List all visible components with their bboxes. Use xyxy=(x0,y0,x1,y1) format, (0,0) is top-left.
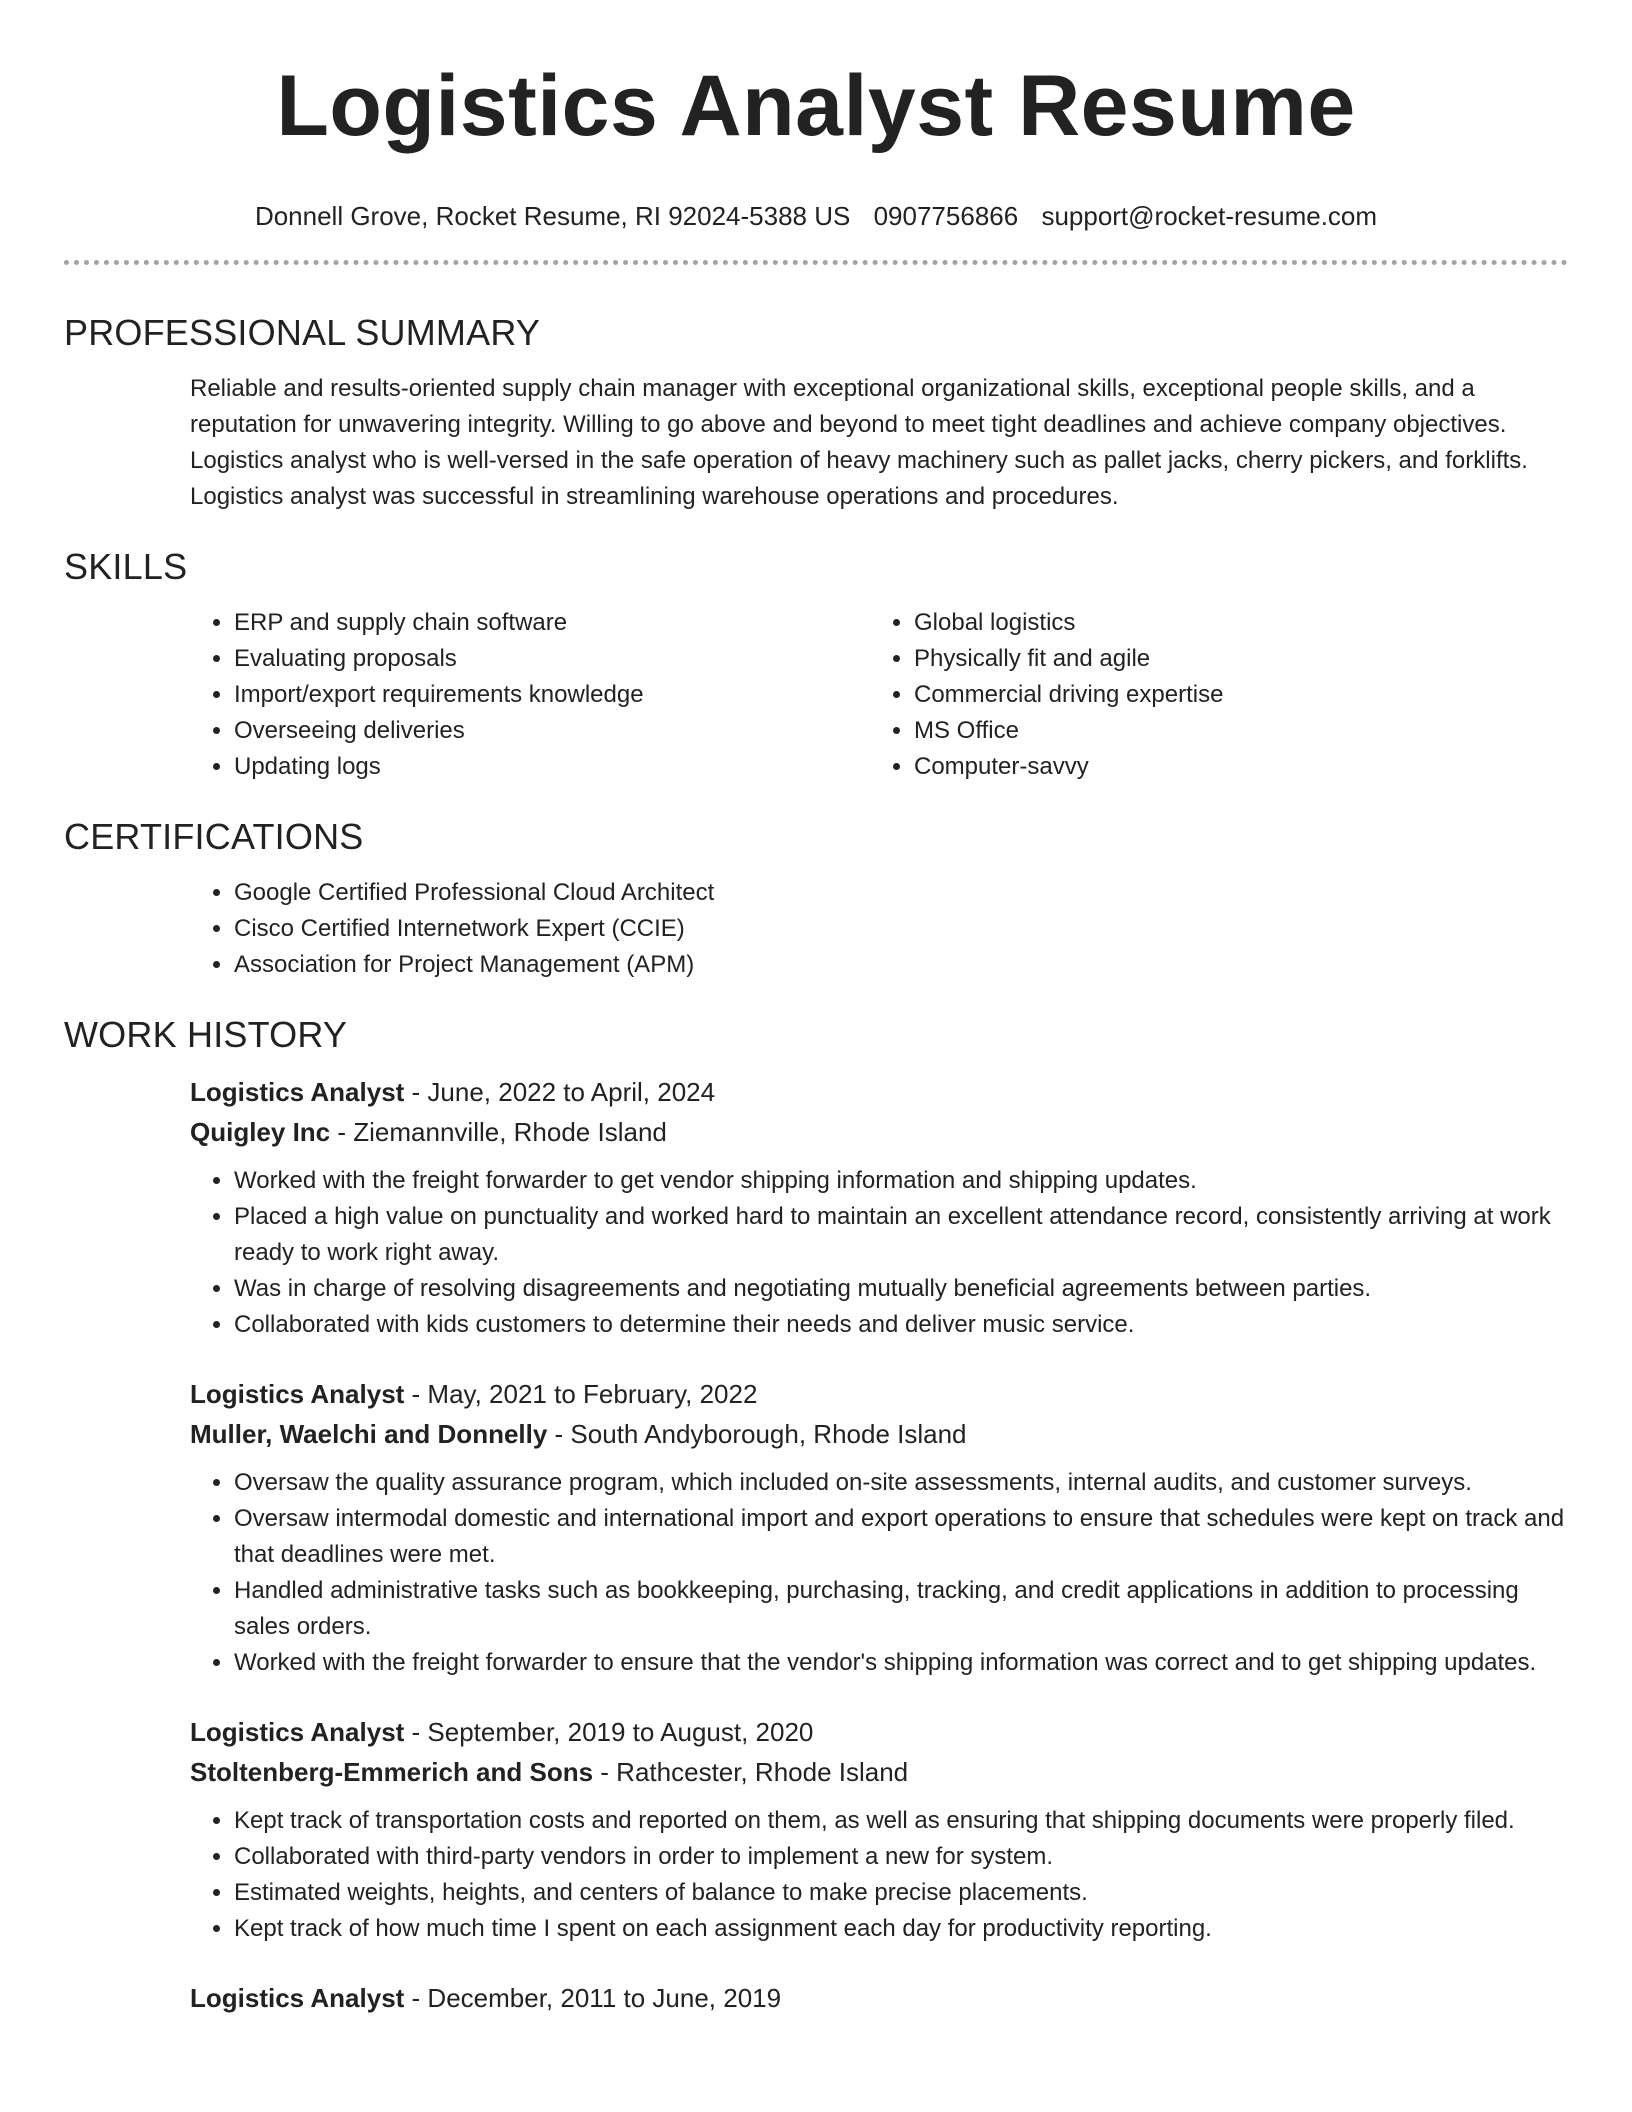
job-dates: - June, 2022 to April, 2024 xyxy=(404,1077,716,1107)
skill-item: • MS Office xyxy=(914,713,1550,749)
job-company-line xyxy=(190,1753,1568,1791)
job-dates: - May, 2021 to February, 2022 xyxy=(404,1379,758,1409)
summary-section xyxy=(64,311,1568,515)
skill-item: • Global logistics xyxy=(914,605,1550,641)
certifications-heading: CERTIFICATIONS xyxy=(64,816,364,857)
job-title: Logistics Analyst xyxy=(190,1379,405,1409)
job-company: Muller, Waelchi and Donnelly xyxy=(190,1419,548,1449)
job-bullet: • Handled administrative tasks such as bookkeeping, purchasing, tracking, and credit applications in addition to processing sales orders. xyxy=(234,1573,1568,1645)
job-bullets xyxy=(190,1803,1568,1947)
skill-item: • ERP and supply chain software xyxy=(234,605,870,641)
job-bullet: • Collaborated with kids customers to determine their needs and deliver music service. xyxy=(234,1307,1568,1343)
job-title-line xyxy=(190,1073,1568,1111)
job-bullet: • Oversaw the quality assurance program, which included on-site assessments, internal audits, and customer surveys. xyxy=(234,1465,1568,1501)
job-bullet: • Kept track of transportation costs and reported on them, as well as ensuring that shipping documents were properly filed. xyxy=(234,1803,1568,1839)
job-company: Stoltenberg-Emmerich and Sons xyxy=(190,1757,594,1787)
job-bullets xyxy=(190,1465,1568,1681)
skills-list-right xyxy=(870,605,1550,785)
summary-heading: PROFESSIONAL SUMMARY xyxy=(64,312,541,353)
job-bullet: • Kept track of how much time I spent on each assignment each day for productivity reporting. xyxy=(234,1911,1568,1947)
job-location: - Ziemannville, Rhode Island xyxy=(330,1117,667,1147)
certifications-list xyxy=(190,875,1568,983)
job-title: Logistics Analyst xyxy=(190,1077,405,1107)
job-title-line xyxy=(190,1979,1568,2017)
contact-email: support@rocket-resume.com xyxy=(1041,201,1378,231)
summary-text: Reliable and results-oriented supply chain manager with exceptional organizational skills, exceptional people skills, and a reputation for unwavering integrity. Willing to go above and beyond to meet tight deadlines and achieve company objectives. Logistics analyst who is well-versed in the safe operation of heavy machinery such as pallet jacks, cherry pickers, and forklifts. Logistics analyst was successful in streamlining warehouse operations and procedures. xyxy=(190,375,1528,510)
certification-item: • Association for Project Management (APM) xyxy=(234,947,1568,983)
certification-item: • Cisco Certified Internetwork Expert (CCIE) xyxy=(234,911,1568,947)
job-title: Logistics Analyst xyxy=(190,1983,405,2013)
resume-title: Logistics Analyst Resume xyxy=(276,58,1356,154)
skill-item: • Computer-savvy xyxy=(914,749,1550,785)
job-bullet: • Worked with the freight forwarder to get vendor shipping information and shipping updates. xyxy=(234,1163,1568,1199)
job-location: - Rathcester, Rhode Island xyxy=(593,1757,909,1787)
skills-heading: SKILLS xyxy=(64,546,188,587)
job-dates: - December, 2011 to June, 2019 xyxy=(404,1983,782,2013)
job-entry xyxy=(190,1979,1568,2017)
job-entry xyxy=(190,1375,1568,1681)
certifications-body xyxy=(190,875,1568,983)
skill-item: • Commercial driving expertise xyxy=(914,677,1550,713)
certification-item: • Google Certified Professional Cloud Architect xyxy=(234,875,1568,911)
job-bullet: • Collaborated with third-party vendors in order to implement a new for system. xyxy=(234,1839,1568,1875)
job-bullet: • Estimated weights, heights, and centers of balance to make precise placements. xyxy=(234,1875,1568,1911)
job-bullets xyxy=(190,1163,1568,1343)
job-title: Logistics Analyst xyxy=(190,1717,405,1747)
job-dates: - September, 2019 to August, 2020 xyxy=(404,1717,814,1747)
skills-section xyxy=(64,545,1568,785)
skills-column-left xyxy=(190,605,870,785)
skills-list-left xyxy=(190,605,870,785)
skill-item: • Overseeing deliveries xyxy=(234,713,870,749)
work-history-heading: WORK HISTORY xyxy=(64,1014,348,1055)
job-bullet: • Was in charge of resolving disagreements and negotiating mutually beneficial agreements between parties. xyxy=(234,1271,1568,1307)
skills-grid xyxy=(190,605,1568,785)
work-history-section xyxy=(64,1013,1568,2017)
job-entry xyxy=(190,1073,1568,1343)
skill-item: • Physically fit and agile xyxy=(914,641,1550,677)
contact-line xyxy=(64,200,1568,232)
job-location: - South Andyborough, Rhode Island xyxy=(547,1419,967,1449)
job-bullet: • Worked with the freight forwarder to ensure that the vendor's shipping information was correct and to get shipping updates. xyxy=(234,1645,1568,1681)
skill-item: • Evaluating proposals xyxy=(234,641,870,677)
work-history-body xyxy=(190,1073,1568,2017)
job-bullet: • Oversaw intermodal domestic and international import and export operations to ensure that schedules were kept on track and that deadlines were met. xyxy=(234,1501,1568,1573)
skill-item: • Import/export requirements knowledge xyxy=(234,677,870,713)
job-title-line xyxy=(190,1713,1568,1751)
summary-body xyxy=(190,371,1568,515)
job-company-line xyxy=(190,1113,1568,1151)
job-bullet: • Placed a high value on punctuality and worked hard to maintain an excellent attendance record, consistently arriving at work ready to work right away. xyxy=(234,1199,1568,1271)
certifications-section xyxy=(64,815,1568,983)
contact-address: Donnell Grove, Rocket Resume, RI 92024-5388 US xyxy=(254,201,851,231)
contact-phone: 0907756866 xyxy=(873,201,1019,231)
job-entry xyxy=(190,1713,1568,1947)
job-title-line xyxy=(190,1375,1568,1413)
job-company-line xyxy=(190,1415,1568,1453)
skill-item: • Updating logs xyxy=(234,749,870,785)
job-company: Quigley Inc xyxy=(190,1117,331,1147)
header-divider xyxy=(64,260,1568,265)
skills-column-right xyxy=(870,605,1550,785)
